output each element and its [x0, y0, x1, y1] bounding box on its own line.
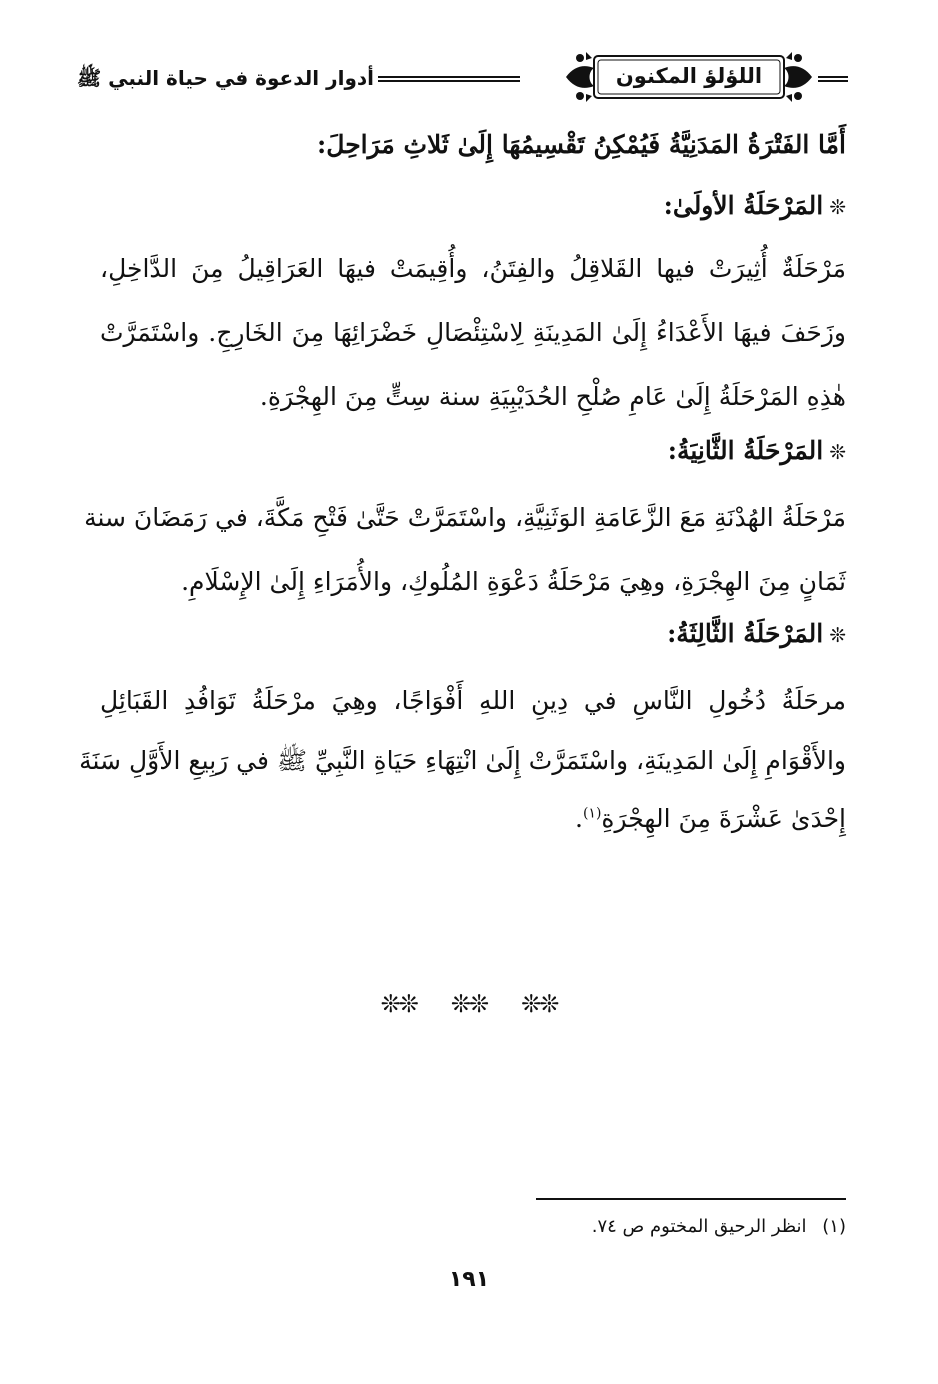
stage-heading-text: المَرْحَلَةُ الأولَىٰ:: [663, 191, 824, 220]
running-header: [77, 48, 848, 106]
text-line: مَرْحَلَةٌ أُثِيرَتْ فيها القَلاقِلُ والفِتَنُ، وأُقِيمَتْ فيهَا العَرَاقِيلُ مِنَ الدَّاخِلِ،: [100, 254, 846, 283]
footnote-marker: (١): [822, 1216, 846, 1237]
section-separator: [0, 990, 938, 1018]
main-text: [79, 128, 846, 836]
book-title-ornament-frame: [564, 48, 814, 106]
star-bullet-icon: ❊: [829, 623, 846, 647]
stage-heading-text: المَرْحَلَةُ الثَّانِيَةُ:: [667, 436, 824, 465]
text-line: وزَحَفَ فيهَا الأَعْدَاءُ إِلَىٰ المَدِينَةِ لِاسْتِئْصَالِ خَضْرَائِهَا مِنَ الخَارِجِ. واسْتَمَرَّتْ: [100, 318, 846, 347]
stage-heading-3: [100, 617, 846, 652]
stage-heading-text: المَرْحَلَةُ الثَّالِثَةُ:: [667, 619, 824, 648]
separator-stars-icon: ❊❊: [380, 990, 417, 1018]
separator-stars-icon: ❊❊: [450, 990, 488, 1018]
text-line: مَرْحَلَةُ الهُدْنَةِ مَعَ الزَّعَامَةِ الوَثَنِيَّةِ، واسْتَمَرَّتْ حَتَّىٰ فَتْحِ مَكَّةَ، في رَمَضَانَ سنة: [84, 503, 846, 532]
text-line: هٰذِهِ المَرْحَلَةُ إِلَىٰ عَامِ صُلْحِ الحُدَيْبِيَةِ سنة سِتٍّ مِنَ الهِجْرَةِ.: [259, 382, 846, 411]
text-line: ثَمَانٍ مِنَ الهِجْرَةِ، وهِيَ مَرْحَلَةُ دَعْوَةِ المُلُوكِ، والأُمَرَاءِ إِلَىٰ الإِسْلَامِ.: [181, 567, 846, 596]
page-number: ١٩١: [448, 1267, 490, 1292]
end-punctuation: .: [574, 804, 583, 833]
text-line: والأَقْوَامِ إِلَىٰ المَدِينَةِ، واسْتَمَرَّتْ إِلَىٰ انْتِهَاءِ حَيَاةِ النَّبِيِّ ﷺ في رَبِيعِ الأَوَّلِ سَنَةَ: [79, 746, 846, 775]
book-title: اللؤلؤ المكنون: [615, 64, 763, 88]
chapter-title: أدوار الدعوة في حياة النبي ﷺ: [77, 66, 374, 90]
stage-heading-2: [100, 434, 846, 469]
stage-paragraph-3: [79, 684, 846, 836]
footnote-divider: [536, 1198, 846, 1200]
intro-sentence: أَمَّا الفَتْرَةُ المَدَنِيَّةُ فَيُمْكِنُ تَقْسِيمُهَا إِلَىٰ ثَلاثِ مَرَاحِلَ:: [317, 130, 846, 159]
header-rule-right: [818, 76, 848, 82]
stage-paragraph-1: [100, 252, 846, 414]
text-line: إِحْدَىٰ عَشْرَةَ مِنَ الهِجْرَةِ: [601, 804, 846, 833]
footnote-reference[interactable]: (١): [582, 805, 602, 822]
footnote-text: انظر الرحيق المختوم ص ٧٤.: [591, 1216, 807, 1237]
footnote: [246, 1213, 846, 1241]
stage-paragraph-2: [84, 501, 846, 599]
star-bullet-icon: ❊: [829, 440, 846, 464]
header-rule-middle: [378, 76, 520, 82]
stage-heading-1: [100, 189, 846, 224]
star-bullet-icon: ❊: [829, 195, 846, 219]
text-line-with-footnote: [100, 802, 846, 836]
separator-stars-icon: ❊❊: [521, 990, 558, 1018]
text-line: مرحَلَةُ دُخُولِ النَّاسِ في دِينِ اللهِ أَفْوَاجًا، وهِيَ مرْحَلَةُ تَوَافُدِ القَبَائِلِ: [100, 686, 846, 715]
